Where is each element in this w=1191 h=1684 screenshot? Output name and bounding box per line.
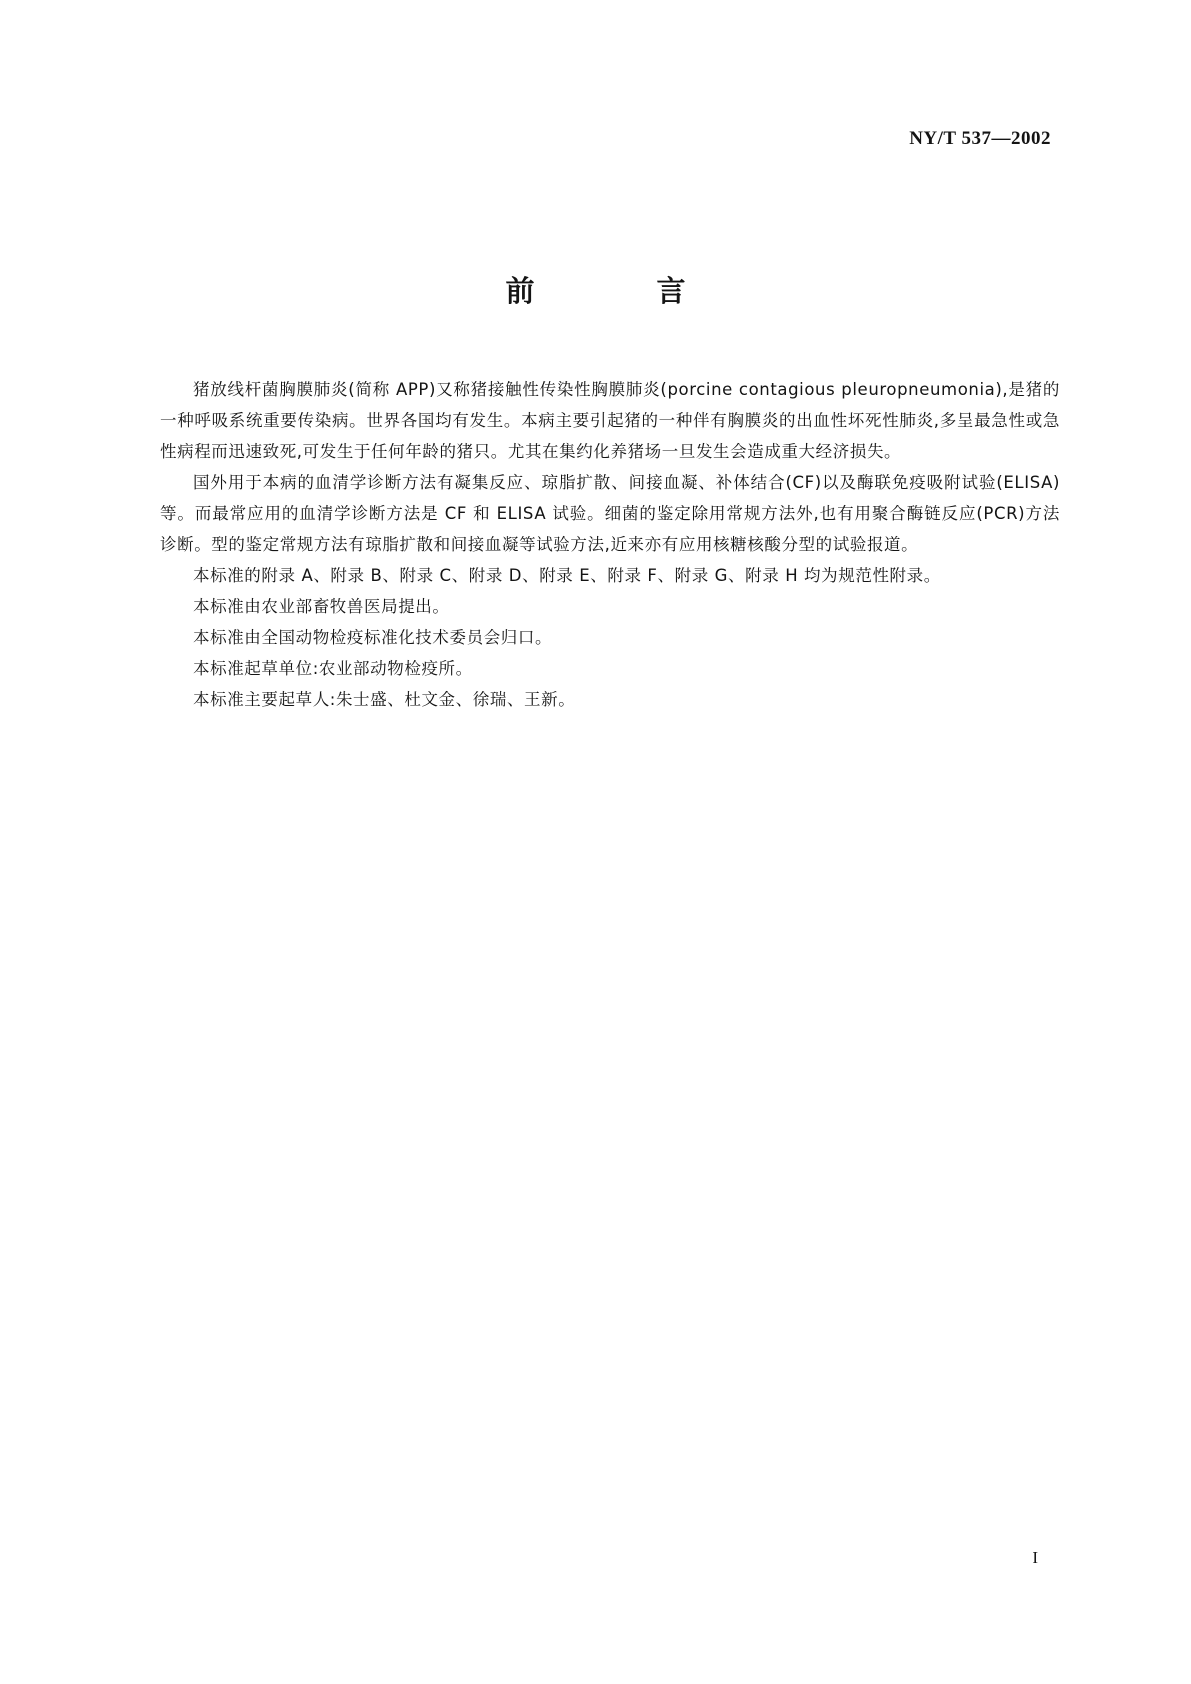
foreword-body [160, 374, 1060, 715]
page-title: 前 言 [505, 274, 742, 308]
paragraph-appendices: 本标准的附录 A、附录 B、附录 C、附录 D、附录 E、附录 F、附录 G、附录 H 均为规范性附录。 [193, 566, 941, 585]
paragraph-diagnostic-methods: 国外用于本病的血清学诊断方法有凝集反应、琼脂扩散、间接血凝、补体结合(CF)以及酶联免疫吸附试验(ELISA)等。而最常应用的血清学诊断方法是 CF 和 ELISA 试验。细菌的鉴定除用常规方法外,也有用聚合酶链反应(PCR)方法诊断。型的鉴定常规方法有琼脂扩散和间接血凝等试验方法,近来亦有应用核糖核酸分型的试验报道。 [160, 473, 1060, 554]
paragraph-drafting-unit: 本标准起草单位:农业部动物检疫所。 [193, 659, 473, 678]
paragraph-introduction: 猪放线杆菌胸膜肺炎(简称 APP)又称猪接触性传染性胸膜肺炎(porcine contagious pleuropneumonia),是猪的一种呼吸系统重要传染病。世界各国均有发生。本病主要引起猪的一种伴有胸膜炎的出血性坏死性肺炎,多呈最急性或急性病程而迅速致死,可发生于任何年龄的猪只。尤其在集约化养猪场一旦发生会造成重大经济损失。 [160, 380, 1060, 461]
paragraph-proposed-by: 本标准由农业部畜牧兽医局提出。 [193, 597, 450, 616]
page-number: I [1032, 1548, 1038, 1567]
paragraph-drafters: 本标准主要起草人:朱士盛、杜文金、徐瑞、王新。 [193, 690, 576, 709]
paragraph-centralized-by: 本标准由全国动物检疫标准化技术委员会归口。 [193, 628, 553, 647]
standard-code: NY/T 537—2002 [909, 128, 1051, 149]
